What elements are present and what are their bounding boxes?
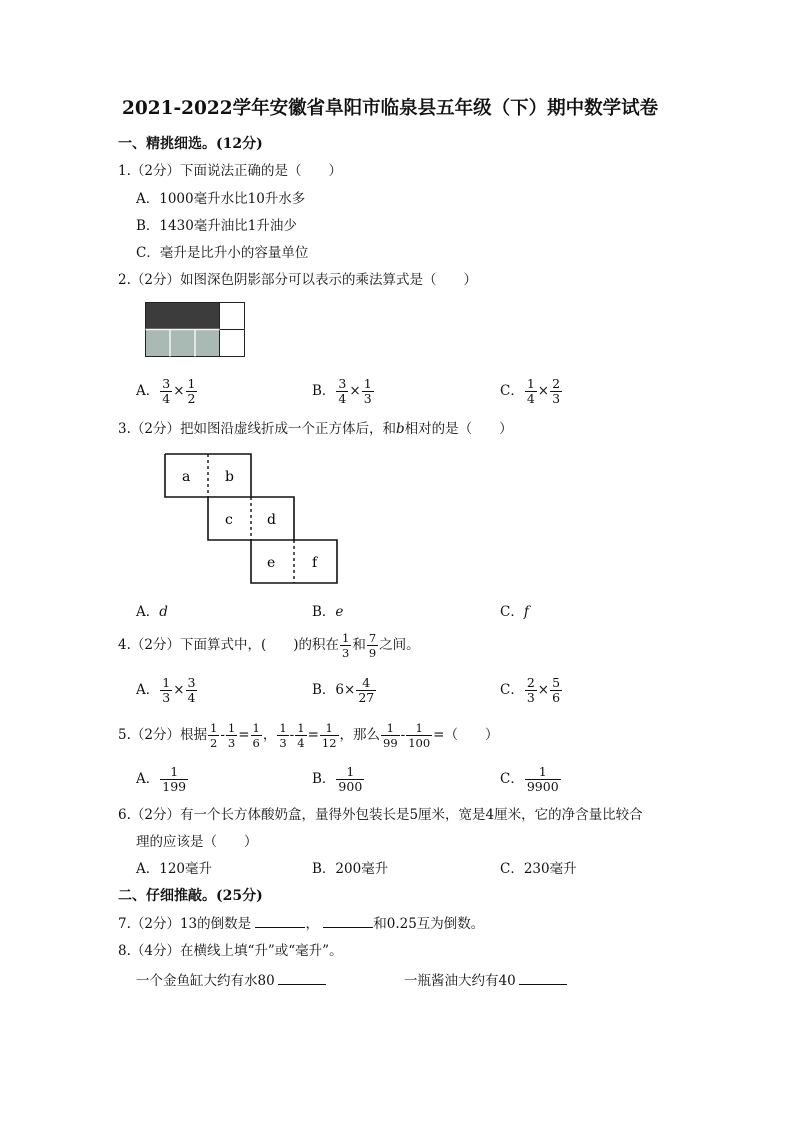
q6-option-a[interactable]: A．120毫升	[136, 861, 213, 877]
q4-option-b[interactable]: B．6× $\frac{4}{27}$	[312, 675, 375, 705]
fraction: $\frac{7}{9}$	[368, 631, 377, 660]
q5-stem: 5.（2分）根据 $\frac{1}{2}$ - $\frac{1}{3}$ = $\frac{1}{6}$ ， $\frac{1}{3}$ - $\frac{1}{4}$ = $\frac{1}{12}$ ，那么 $\frac{1}{99}$ - $\frac{1}{100}$ =（ ）	[118, 721, 499, 750]
times-sign: ×	[349, 383, 361, 399]
net-face-label: d	[267, 512, 276, 528]
q2-option-a[interactable]	[136, 374, 198, 408]
option-label: A．	[136, 383, 160, 399]
fraction: $\frac{1}{199}$	[162, 764, 187, 794]
times-sign: ×	[173, 383, 185, 399]
net-face-label: a	[182, 469, 191, 485]
option-label: C．	[500, 383, 524, 399]
q8-stem: 8.（4分）在横线上填“升”或“毫升”。	[118, 943, 343, 959]
fraction: $\frac{1}{900}$	[338, 764, 363, 794]
q3-option-b[interactable]: B．e	[312, 604, 344, 620]
q7-answer-blank-2[interactable]	[323, 914, 373, 928]
fraction: $\frac{3}{4}$	[338, 376, 347, 406]
q1-option-a[interactable]: A．1000毫升水比10升水多	[136, 191, 306, 207]
q8-item-2: 一瓶酱油大约有40	[404, 971, 567, 991]
fraction: $\frac{1}{3}$	[279, 721, 287, 750]
net-face-label: b	[225, 469, 234, 485]
q8-item-1: 一个金鱼缸大约有水80	[136, 971, 326, 991]
option-label: B．	[312, 383, 336, 399]
q2-option-c[interactable]	[500, 374, 563, 408]
fraction: $\frac{1}{3}$	[162, 675, 171, 705]
q3-stem: 3.（2分）把如图沿虚线折成一个正方体后，和b相对的是（ ）	[118, 421, 513, 437]
times-sign: ×	[537, 383, 550, 399]
grid-dark-area	[146, 303, 220, 330]
fraction: $\frac{1}{3}$	[227, 721, 236, 750]
q1-stem: 1.（2分）下面说法正确的是（ ）	[118, 163, 342, 179]
fraction: $\frac{1}{6}$	[252, 721, 260, 750]
q2-shaded-grid-figure	[145, 302, 246, 358]
fraction: $\frac{1}{3}$	[342, 631, 350, 660]
section-1-heading: 一、精挑细选。(12分)	[118, 136, 263, 152]
q7-answer-blank-1[interactable]	[255, 914, 305, 928]
fraction: $\frac{3}{4}$	[162, 376, 171, 406]
net-face-label: c	[225, 512, 233, 528]
fraction: $\frac{1}{12}$	[321, 721, 337, 750]
fraction: $\frac{1}{100}$	[408, 721, 431, 750]
q1-option-b[interactable]: B．1430毫升油比1升油少	[136, 218, 297, 234]
fraction: $\frac{1}{9900}$	[526, 764, 559, 794]
q6-option-b[interactable]: B．200毫升	[312, 861, 389, 877]
grid-light-area	[146, 330, 220, 357]
q3-cube-net-figure	[164, 453, 340, 586]
q6-stem-line2: 理的应该是（ ）	[136, 834, 258, 850]
q4-option-a[interactable]: A． $\frac{1}{3}$ × $\frac{3}{4}$	[136, 675, 196, 705]
q2-stem: 2.（2分）如图深色阴影部分可以表示的乘法算式是（ ）	[118, 272, 477, 288]
q6-stem-line1: 6.（2分）有一个长方体酸奶盒，量得外包装长是5厘米，宽是4厘米，它的净含量比较合	[118, 807, 643, 823]
q6-option-c[interactable]: C．230毫升	[500, 861, 577, 877]
q1-option-c[interactable]: C．毫升是比升小的容量单位	[136, 245, 309, 261]
net-face-label: e	[267, 555, 276, 571]
fraction: $\frac{4}{27}$	[358, 675, 375, 705]
fraction: $\frac{3}{4}$	[187, 675, 196, 705]
fraction: $\frac{1}{3}$	[363, 376, 372, 406]
fraction: $\frac{5}{6}$	[552, 675, 561, 705]
fraction: $\frac{1}{2}$	[209, 721, 218, 750]
fraction: $\frac{2}{3}$	[526, 675, 535, 705]
section-2-heading: 二、仔细推敲。(25分)	[118, 888, 263, 904]
q5-option-a[interactable]: A． $\frac{1}{199}$	[136, 764, 187, 794]
q8-answer-blank-1[interactable]	[278, 971, 326, 985]
net-face-label: f	[312, 555, 318, 571]
q8-answer-blank-2[interactable]	[519, 971, 567, 985]
fraction: $\frac{2}{3}$	[552, 376, 561, 406]
q2-option-b[interactable]	[312, 374, 375, 408]
fraction: $\frac{1}{4}$	[297, 721, 305, 750]
q4-stem: 4.（2分）下面算式中，( )的积在 $\frac{1}{3}$ 和 $\frac{7}{9}$ 之间。	[118, 631, 420, 660]
fraction: $\frac{1}{2}$	[187, 376, 196, 406]
q7-stem: 7.（2分）13的倒数是 ， 和0.25互为倒数。	[118, 916, 485, 932]
q3-option-c[interactable]: C．f	[500, 604, 529, 620]
fraction: $\frac{1}{4}$	[526, 376, 535, 406]
q4-option-c[interactable]: C． $\frac{2}{3}$ × $\frac{5}{6}$	[500, 675, 561, 705]
fraction: $\frac{1}{99}$	[383, 721, 398, 750]
q3-option-a[interactable]: A．d	[136, 604, 168, 620]
q5-option-b[interactable]: B． $\frac{1}{900}$	[312, 764, 363, 794]
q5-option-c[interactable]: C． $\frac{1}{9900}$	[500, 764, 559, 794]
page-title: 2021-2022学年安徽省阜阳市临泉县五年级（下）期中数学试卷	[122, 98, 659, 119]
